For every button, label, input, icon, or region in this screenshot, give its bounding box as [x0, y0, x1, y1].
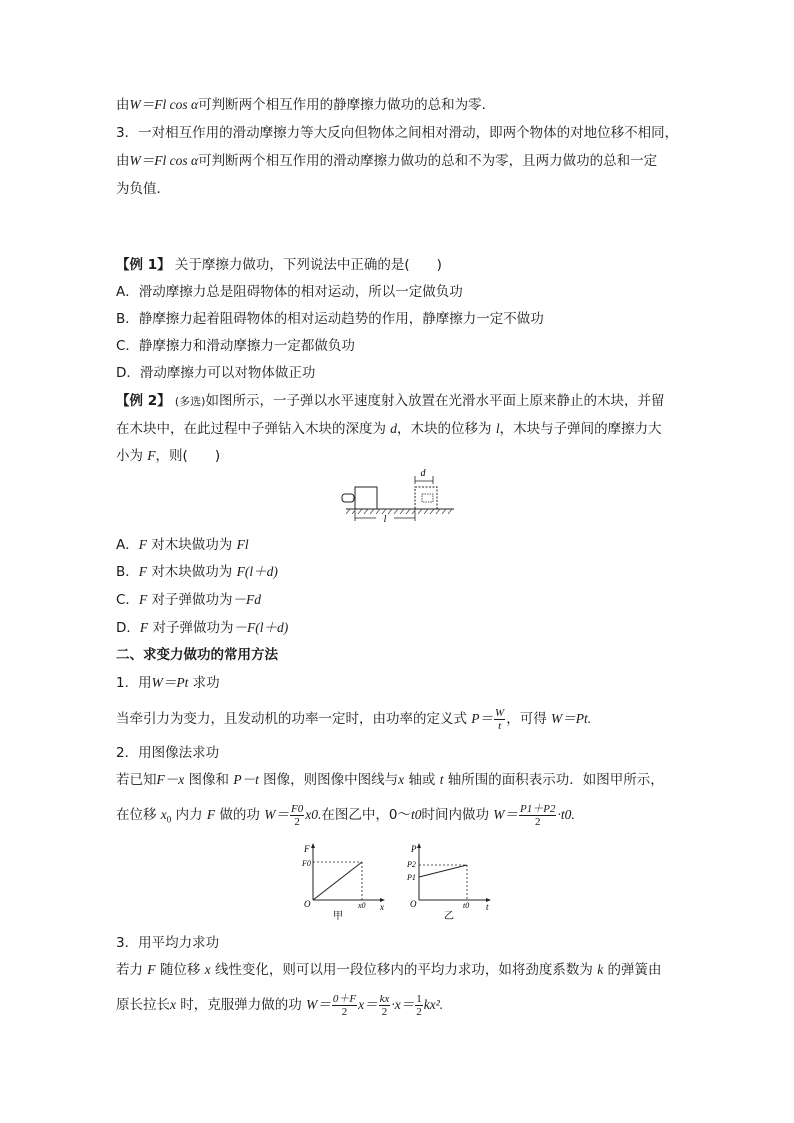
example-2-option-c: C．F 对子弹做功为－Fd	[116, 592, 261, 608]
block-final	[415, 487, 437, 509]
example-2-tag: 【例 2】	[116, 393, 171, 409]
svg-text:t: t	[486, 902, 489, 912]
svg-text:P: P	[411, 844, 417, 854]
p-t-line	[419, 865, 467, 877]
section-2-title: 二、求变力做功的常用方法	[116, 647, 278, 663]
graph-f-x	[296, 840, 396, 922]
svg-text:甲: 甲	[333, 911, 343, 922]
point-3-line-2: 由W＝Fl cos α可判断两个相互作用的滑动摩擦力做功的总和不为零，且两力做功的总和一定	[116, 153, 658, 169]
example-2-line-3: 小为 F，则( )	[116, 448, 221, 464]
bullet	[342, 494, 354, 502]
label-l: l	[383, 514, 387, 524]
formula-work: W＝Fl cos α	[129, 153, 199, 168]
method-2-line-2: 在位移 $x_0$ 内力 F 做的功 W＝ $\frac{F0}{2}$ x0.在图乙中，0～t0时间内做功 W＝ $\frac{P1+P2}{2}$ ·t0.	[116, 802, 575, 828]
svg-text:F: F	[304, 844, 310, 854]
label-d: d	[420, 468, 426, 479]
example-1-option-c: C．静摩擦力和滑动摩擦力一定都做负功	[116, 338, 355, 354]
example-1-option-d: D．滑动摩擦力可以对物体做正功	[116, 365, 316, 381]
example-2-option-a: A．F 对木块做功为 Fl	[116, 537, 249, 553]
method-3-line-2: 原长拉长x 时，克服弹力做的功 W＝ $\frac{0+F}{2}$ x＝ $\frac{kx}{2}$ ·x＝ $\frac{1}{2}$ kx².	[116, 992, 444, 1018]
svg-text:P1: P1	[407, 873, 416, 882]
example-1-tag: 【例 1】	[116, 257, 171, 273]
method-1-body: 当牵引力为变力，且发动机的功率一定时，由功率的定义式 P＝ $\frac{W}{t}$ ，可得 W＝Pt.	[116, 706, 592, 732]
method-3-title: 3．用平均力求功	[116, 935, 220, 951]
point-3-line-1: 3．一对相互作用的滑动摩擦力等大反向但物体之间相对滑动，即两个物体的对地位移不相同，	[116, 125, 679, 141]
method-3-line-1: 若力 F 随位移 x 线性变化，则可以用一段位移内的平均力求功，如将劲度系数为 k 的弹簧由	[116, 962, 662, 978]
method-2-line-1: 若已知F－x 图像和 P－t 图像，则图像中图线与x 轴或 t 轴所围的面积表示功．如图甲所示，	[116, 772, 664, 788]
fraction-p1-p2-over-2: $\frac{P1+P2}{2}$	[520, 802, 556, 828]
svg-text:O: O	[410, 899, 417, 909]
method-2-title: 2．用图像法求功	[116, 745, 220, 761]
example-2-option-b: B．F 对木块做功为 F(l＋d)	[116, 564, 278, 580]
example-1-option-b: B．静摩擦力起着阻碍物体的相对运动趋势的作用，静摩擦力一定不做功	[116, 311, 544, 327]
svg-text:t0: t0	[463, 901, 470, 910]
svg-text:O: O	[304, 899, 311, 909]
svg-text:P2: P2	[407, 860, 416, 869]
point-3-line-3: 为负值．	[116, 181, 170, 197]
svg-text:x: x	[380, 902, 384, 912]
bullet-block-figure	[338, 466, 458, 524]
example-1-question: 【例 1】 关于摩擦力做功，下列说法中正确的是( )	[116, 257, 442, 273]
example-2-option-d: D．F 对子弹做功为－F(l＋d)	[116, 620, 289, 636]
formula-work: W＝Fl cos α	[129, 97, 199, 112]
example-2-line-2: 在木块中，在此过程中子弹钻入木块的深度为 d，木块的位移为 l，木块与子弹间的摩擦力大	[116, 421, 662, 437]
svg-text:x0: x0	[358, 901, 366, 910]
paragraph-static-friction-summary: 由W＝Fl cos α可判断两个相互作用的静摩擦力做功的总和为零．	[116, 97, 496, 113]
svg-text:F0: F0	[302, 859, 311, 868]
svg-text:乙: 乙	[444, 911, 454, 922]
example-1-option-a: A．滑动摩擦力总是阻碍物体的相对运动，所以一定做负功	[116, 284, 463, 300]
multi-choice-tag: (多选)	[174, 395, 206, 408]
graph-p-t	[404, 840, 504, 922]
fraction-f0-over-2: $\frac{F0}{2}$	[290, 802, 304, 828]
fraction-w-over-t: $\frac{W}{t}$	[495, 706, 505, 732]
f-x-line	[313, 862, 362, 900]
method-1-title: 1．用W＝Pt 求功	[116, 675, 220, 691]
example-2-line-1: 【例 2】 (多选)如图所示，一子弹以水平速度射入放置在光滑水平面上原来静止的木块，并留	[116, 393, 665, 409]
block-initial	[355, 487, 377, 509]
